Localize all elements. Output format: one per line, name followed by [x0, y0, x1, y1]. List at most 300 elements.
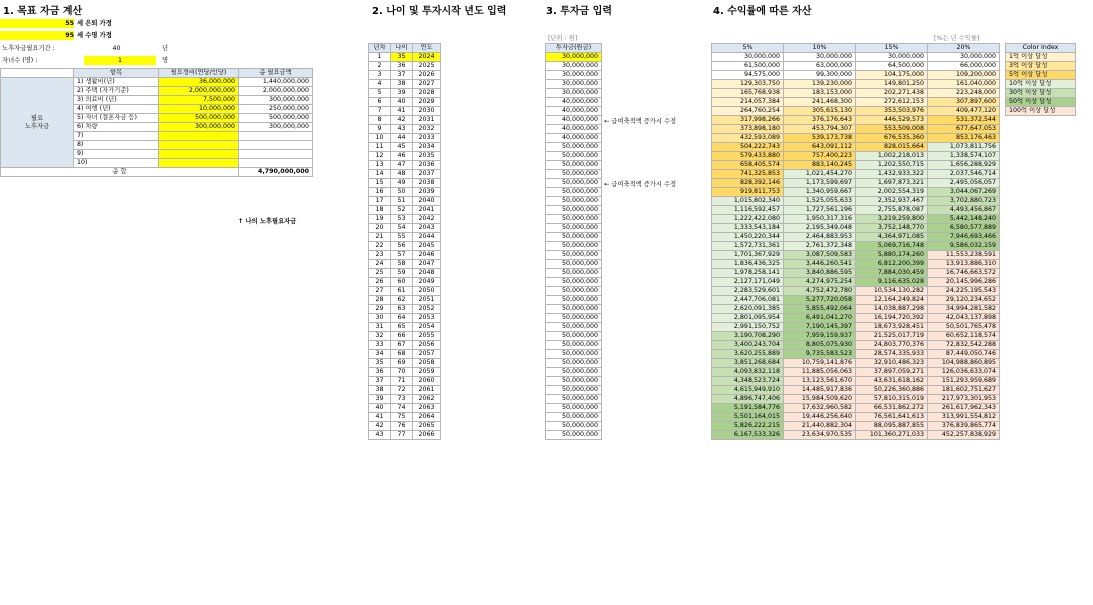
invest-row — [546, 395, 602, 404]
asset-cell: 14,038,887,298 — [856, 305, 928, 314]
asset-cell: 13,123,561,670 — [784, 377, 856, 386]
asset-cell: 2,755,878,087 — [856, 206, 928, 215]
age-header-row — [369, 44, 441, 53]
investment-cell[interactable]: 50,000,000 — [546, 323, 602, 332]
asset-cell: 1,116,592,457 — [712, 206, 784, 215]
asset-cell: 2,801,095,954 — [712, 314, 784, 323]
asset-cell: 66,531,862,272 — [856, 404, 928, 413]
year-index: 14 — [369, 170, 391, 179]
investment-cell[interactable]: 40,000,000 — [546, 98, 602, 107]
age-row — [369, 413, 441, 422]
investment-cell[interactable]: 50,000,000 — [546, 413, 602, 422]
asset-row — [712, 215, 1000, 224]
asset-cell: 305,615,130 — [784, 107, 856, 116]
year-cell: 2058 — [413, 359, 441, 368]
asset-cell: 4,093,832,118 — [712, 368, 784, 377]
asset-cell: 13,913,886,310 — [928, 260, 1000, 269]
investment-cell[interactable]: 50,000,000 — [546, 233, 602, 242]
asset-cell: 3,087,509,583 — [784, 251, 856, 260]
age-cell: 61 — [391, 287, 413, 296]
invest-row — [546, 152, 602, 161]
cost-item: 7) — [74, 132, 159, 141]
cost-input[interactable] — [159, 150, 239, 159]
year-cell: 2052 — [413, 305, 441, 314]
asset-row — [712, 71, 1000, 80]
investment-table — [545, 43, 602, 440]
age-row — [369, 422, 441, 431]
asset-cell: 676,535,360 — [856, 134, 928, 143]
asset-cell: 1,978,258,141 — [712, 269, 784, 278]
investment-cell[interactable]: 50,000,000 — [546, 341, 602, 350]
cost-input[interactable]: 7,500,000 — [159, 96, 239, 105]
legend-item: 30억 이상 달성 — [1006, 89, 1076, 98]
investment-cell[interactable]: 50,000,000 — [546, 287, 602, 296]
legend-header-row — [1006, 44, 1076, 53]
investment-cell[interactable]: 50,000,000 — [546, 314, 602, 323]
asset-cell: 76,561,641,613 — [856, 413, 928, 422]
asset-cell: 7,884,030,459 — [856, 269, 928, 278]
invest-row — [546, 242, 602, 251]
invest-row — [546, 161, 602, 170]
asset-cell: 1,432,933,322 — [856, 170, 928, 179]
investment-cell[interactable]: 30,000,000 — [546, 80, 602, 89]
age-row — [369, 260, 441, 269]
invest-row — [546, 305, 602, 314]
invest-row — [546, 206, 602, 215]
age-cell: 76 — [391, 422, 413, 431]
asset-cell: 828,392,146 — [712, 179, 784, 188]
year-cell: 2053 — [413, 314, 441, 323]
year-cell: 2032 — [413, 125, 441, 134]
invest-row — [546, 269, 602, 278]
asset-cell: 264,760,254 — [712, 107, 784, 116]
asset-cell: 5,191,584,776 — [712, 404, 784, 413]
year-cell: 2042 — [413, 215, 441, 224]
year-index: 31 — [369, 323, 391, 332]
asset-cell: 6,812,200,399 — [856, 260, 928, 269]
header-age: 나이 — [391, 44, 413, 53]
age-cell: 53 — [391, 215, 413, 224]
asset-cell: 241,468,300 — [784, 98, 856, 107]
year-cell: 2027 — [413, 80, 441, 89]
asset-cell: 3,752,148,770 — [856, 224, 928, 233]
asset-cell: 64,500,000 — [856, 62, 928, 71]
age-row — [369, 278, 441, 287]
retire-age-cell[interactable]: 55 — [0, 19, 74, 28]
header-blank — [1, 69, 74, 78]
asset-cell: 504,222,743 — [712, 143, 784, 152]
year-index: 4 — [369, 80, 391, 89]
asset-cell: 129,303,750 — [712, 80, 784, 89]
cost-input[interactable] — [159, 159, 239, 168]
investment-cell[interactable]: 30,000,000 — [546, 62, 602, 71]
cost-input[interactable] — [159, 141, 239, 150]
investment-cell[interactable]: 40,000,000 — [546, 116, 602, 125]
year-index: 33 — [369, 341, 391, 350]
age-row — [369, 134, 441, 143]
asset-cell: 20,145,996,286 — [928, 278, 1000, 287]
age-row — [369, 80, 441, 89]
asset-cell: 104,175,000 — [856, 71, 928, 80]
year-cell: 2065 — [413, 422, 441, 431]
invest-row — [546, 287, 602, 296]
asset-cell: 10,759,141,876 — [784, 359, 856, 368]
legend-item: 1억 이상 달성 — [1006, 53, 1076, 62]
asset-cell: 2,283,529,601 — [712, 287, 784, 296]
asset-cell: 1,727,561,196 — [784, 206, 856, 215]
asset-cell: 7,959,159,937 — [784, 332, 856, 341]
asset-cell: 3,400,243,704 — [712, 341, 784, 350]
age-cell: 54 — [391, 224, 413, 233]
year-index: 21 — [369, 233, 391, 242]
age-row — [369, 125, 441, 134]
investment-cell[interactable]: 50,000,000 — [546, 161, 602, 170]
asset-cell: 446,529,573 — [856, 116, 928, 125]
investment-cell[interactable]: 50,000,000 — [546, 305, 602, 314]
investment-cell[interactable]: 50,000,000 — [546, 242, 602, 251]
investment-cell[interactable]: 50,000,000 — [546, 260, 602, 269]
invest-row — [546, 296, 602, 305]
investment-cell[interactable]: 50,000,000 — [546, 224, 602, 233]
asset-row — [712, 116, 1000, 125]
asset-cell: 5,855,492,064 — [784, 305, 856, 314]
asset-cell: 853,176,463 — [928, 134, 1000, 143]
year-index: 37 — [369, 377, 391, 386]
investment-cell[interactable]: 50,000,000 — [546, 431, 602, 440]
age-row — [369, 251, 441, 260]
asset-cell: 919,811,753 — [712, 188, 784, 197]
asset-row — [712, 323, 1000, 332]
asset-cell: 643,091,112 — [784, 143, 856, 152]
year-cell: 2044 — [413, 233, 441, 242]
asset-cell: 6,580,577,889 — [928, 224, 1000, 233]
cost-item: 3) 의료비 (년) — [74, 96, 159, 105]
asset-cell: 161,040,000 — [928, 80, 1000, 89]
asset-cell: 1,015,802,340 — [712, 197, 784, 206]
header-year-index: 년차 — [369, 44, 391, 53]
header-year: 연도 — [413, 44, 441, 53]
period-value: 40 — [112, 45, 121, 52]
asset-cell: 217,973,301,953 — [928, 395, 1000, 404]
asset-row — [712, 206, 1000, 215]
legend-row — [1006, 107, 1076, 116]
asset-cell: 3,851,268,684 — [712, 359, 784, 368]
asset-row — [712, 152, 1000, 161]
asset-cell: 5,880,174,260 — [856, 251, 928, 260]
asset-cell: 1,525,055,633 — [784, 197, 856, 206]
asset-cell: 579,433,880 — [712, 152, 784, 161]
asset-cell: 1,002,218,013 — [856, 152, 928, 161]
invest-row — [546, 413, 602, 422]
year-cell: 2056 — [413, 341, 441, 350]
age-cell: 38 — [391, 80, 413, 89]
investment-cell[interactable]: 40,000,000 — [546, 125, 602, 134]
age-row — [369, 359, 441, 368]
legend-title: Color Index — [1006, 44, 1076, 53]
age-cell: 44 — [391, 134, 413, 143]
asset-cell: 149,801,250 — [856, 80, 928, 89]
age-row — [369, 161, 441, 170]
year-cell: 2061 — [413, 386, 441, 395]
section3-title: 3. 투자금 입력 — [546, 6, 613, 17]
asset-cell: 23,634,970,535 — [784, 431, 856, 440]
year-cell[interactable]: 2024 — [413, 53, 441, 62]
table-row — [1, 78, 313, 87]
investment-cell[interactable]: 50,000,000 — [546, 206, 602, 215]
asset-row — [712, 62, 1000, 71]
cost-input[interactable]: 500,000,000 — [159, 114, 239, 123]
asset-row — [712, 341, 1000, 350]
asset-cell: 101,360,271,033 — [856, 431, 928, 440]
asset-cell: 1,450,220,344 — [712, 233, 784, 242]
age-row — [369, 350, 441, 359]
investment-cell[interactable]: 50,000,000 — [546, 152, 602, 161]
cost-input[interactable]: 2,000,000,000 — [159, 87, 239, 96]
year-cell: 2064 — [413, 413, 441, 422]
asset-row — [712, 143, 1000, 152]
asset-cell: 72,832,542,288 — [928, 341, 1000, 350]
year-index: 1 — [369, 53, 391, 62]
investment-cell[interactable]: 50,000,000 — [546, 386, 602, 395]
age-cell: 37 — [391, 71, 413, 80]
asset-cell: 7,946,693,466 — [928, 233, 1000, 242]
investment-cell[interactable]: 50,000,000 — [546, 251, 602, 260]
asset-cell: 5,069,716,748 — [856, 242, 928, 251]
invest-row — [546, 260, 602, 269]
investment-cell[interactable]: 50,000,000 — [546, 170, 602, 179]
investment-cell[interactable]: 50,000,000 — [546, 143, 602, 152]
year-cell: 2051 — [413, 296, 441, 305]
cost-total: 2,000,000,000 — [239, 87, 313, 96]
investment-cell[interactable]: 30,000,000 — [546, 71, 602, 80]
header-cost: 필요경비(연당/인당) — [159, 69, 239, 78]
investment-cell[interactable]: 50,000,000 — [546, 404, 602, 413]
asset-row — [712, 359, 1000, 368]
invest-row — [546, 422, 602, 431]
asset-cell: 1,950,317,316 — [784, 215, 856, 224]
investment-cell[interactable]: 50,000,000 — [546, 179, 602, 188]
investment-cell[interactable]: 50,000,000 — [546, 359, 602, 368]
year-cell: 2030 — [413, 107, 441, 116]
age-cell: 74 — [391, 404, 413, 413]
life-age-cell[interactable]: 95 — [0, 31, 74, 40]
asset-cell: 4,348,523,724 — [712, 377, 784, 386]
asset-cell: 1,697,873,321 — [856, 179, 928, 188]
rate-unit-label: [%는 년 수익률] — [934, 35, 980, 42]
cost-input[interactable] — [159, 132, 239, 141]
investment-cell[interactable]: 50,000,000 — [546, 377, 602, 386]
asset-cell: 4,896,747,406 — [712, 395, 784, 404]
year-cell: 2047 — [413, 260, 441, 269]
age-cell: 36 — [391, 62, 413, 71]
asset-cell: 181,602,751,627 — [928, 386, 1000, 395]
asset-cell: 677,647,053 — [928, 125, 1000, 134]
asset-cell: 3,190,708,290 — [712, 332, 784, 341]
age-cell: 65 — [391, 323, 413, 332]
invest-row — [546, 107, 602, 116]
invest-row — [546, 98, 602, 107]
year-index: 29 — [369, 305, 391, 314]
age-cell: 41 — [391, 107, 413, 116]
age-cell: 66 — [391, 332, 413, 341]
header-rate: 5% — [712, 44, 784, 53]
invest-row — [546, 431, 602, 440]
asset-row — [712, 53, 1000, 62]
year-index: 10 — [369, 134, 391, 143]
investment-cell[interactable]: 30,000,000 — [546, 53, 602, 62]
cost-total: 250,000,000 — [239, 105, 313, 114]
investment-cell[interactable]: 50,000,000 — [546, 278, 602, 287]
asset-row — [712, 170, 1000, 179]
invest-row — [546, 377, 602, 386]
age-cell: 58 — [391, 260, 413, 269]
asset-cell: 376,839,865,774 — [928, 422, 1000, 431]
age-cell: 57 — [391, 251, 413, 260]
age-cell: 39 — [391, 89, 413, 98]
cost-total — [239, 159, 313, 168]
cost-total: 300,000,000 — [239, 123, 313, 132]
age-row — [369, 341, 441, 350]
asset-cell: 453,794,307 — [784, 125, 856, 134]
group-label-line1: 필요 — [30, 114, 44, 122]
asset-cell: 3,702,880,723 — [928, 197, 1000, 206]
investment-cell[interactable]: 50,000,000 — [546, 296, 602, 305]
year-cell: 2039 — [413, 188, 441, 197]
age-cell: 73 — [391, 395, 413, 404]
asset-cell: 24,803,770,376 — [856, 341, 928, 350]
asset-row — [712, 431, 1000, 440]
asset-cell: 3,620,255,889 — [712, 350, 784, 359]
investment-cell[interactable]: 40,000,000 — [546, 134, 602, 143]
year-cell: 2036 — [413, 161, 441, 170]
children-value[interactable]: 1 — [84, 56, 156, 65]
legend-row — [1006, 98, 1076, 107]
year-index: 25 — [369, 269, 391, 278]
year-cell: 2031 — [413, 116, 441, 125]
cost-item: 8) — [74, 141, 159, 150]
asset-cell: 151,293,959,689 — [928, 377, 1000, 386]
invest-row — [546, 350, 602, 359]
asset-cell: 2,195,349,048 — [784, 224, 856, 233]
asset-cell: 165,768,938 — [712, 89, 784, 98]
retirement-fund-note: ↑ 나의 노후필요자금 — [238, 218, 297, 225]
asset-cell: 553,509,008 — [856, 125, 928, 134]
period-unit: 년 — [162, 45, 169, 52]
investment-cell[interactable]: 30,000,000 — [546, 89, 602, 98]
investment-cell[interactable]: 50,000,000 — [546, 332, 602, 341]
asset-cell: 19,446,256,640 — [784, 413, 856, 422]
asset-cell: 63,000,000 — [784, 62, 856, 71]
asset-growth-table — [711, 43, 1000, 440]
age-cell[interactable]: 35 — [391, 53, 413, 62]
group-label-line2: 노후자금 — [24, 122, 50, 130]
asset-cell: 1,701,367,929 — [712, 251, 784, 260]
asset-cell: 9,116,635,028 — [856, 278, 928, 287]
invest-row — [546, 332, 602, 341]
age-row — [369, 332, 441, 341]
year-index: 6 — [369, 98, 391, 107]
asset-cell: 7,190,145,397 — [784, 323, 856, 332]
asset-row — [712, 395, 1000, 404]
asset-cell: 109,200,000 — [928, 71, 1000, 80]
age-cell: 69 — [391, 359, 413, 368]
legend-item: 3억 이상 달성 — [1006, 62, 1076, 71]
life-label: 세 수명 가정 — [77, 32, 112, 39]
investment-cell[interactable]: 50,000,000 — [546, 215, 602, 224]
year-index: 43 — [369, 431, 391, 440]
asset-cell: 94,575,000 — [712, 71, 784, 80]
cost-input[interactable]: 10,000,000 — [159, 105, 239, 114]
unit-label: [단위 : 원] — [548, 35, 578, 42]
investment-cell[interactable]: 50,000,000 — [546, 368, 602, 377]
cost-total — [239, 141, 313, 150]
investment-cell[interactable]: 50,000,000 — [546, 422, 602, 431]
year-cell: 2037 — [413, 170, 441, 179]
investment-cell[interactable]: 50,000,000 — [546, 188, 602, 197]
asset-cell: 1,021,454,270 — [784, 170, 856, 179]
cost-total — [239, 132, 313, 141]
investment-cell[interactable]: 50,000,000 — [546, 350, 602, 359]
invest-row — [546, 368, 602, 377]
cost-total: 300,000,000 — [239, 96, 313, 105]
invest-row — [546, 179, 602, 188]
asset-row — [712, 386, 1000, 395]
header-rate: 10% — [784, 44, 856, 53]
age-year-table — [368, 43, 441, 440]
legend-item: 5억 이상 달성 — [1006, 71, 1076, 80]
asset-cell: 272,612,153 — [856, 98, 928, 107]
age-cell: 77 — [391, 431, 413, 440]
asset-row — [712, 179, 1000, 188]
age-row — [369, 269, 441, 278]
asset-cell: 9,586,032,159 — [928, 242, 1000, 251]
investment-cell[interactable]: 50,000,000 — [546, 395, 602, 404]
period-label: 노후자금필요기간 : — [2, 45, 55, 52]
investment-note-1: ← 급여축적액 증가시 수정 — [604, 118, 677, 125]
age-row — [369, 305, 441, 314]
header-item: 항목 — [74, 69, 159, 78]
asset-cell: 757,400,223 — [784, 152, 856, 161]
asset-cell: 1,572,731,361 — [712, 242, 784, 251]
asset-cell: 104,988,860,895 — [928, 359, 1000, 368]
age-cell: 40 — [391, 98, 413, 107]
group-label — [1, 78, 74, 168]
asset-cell: 2,991,150,752 — [712, 323, 784, 332]
cost-input[interactable]: 36,000,000 — [159, 78, 239, 87]
year-cell: 2034 — [413, 143, 441, 152]
age-cell: 67 — [391, 341, 413, 350]
year-index: 11 — [369, 143, 391, 152]
investment-cell[interactable]: 40,000,000 — [546, 107, 602, 116]
sum-label: 총 합 — [1, 168, 239, 177]
asset-cell: 11,553,238,591 — [928, 251, 1000, 260]
asset-cell: 21,525,017,719 — [856, 332, 928, 341]
cost-input[interactable]: 300,000,000 — [159, 123, 239, 132]
year-index: 18 — [369, 206, 391, 215]
investment-cell[interactable]: 50,000,000 — [546, 197, 602, 206]
asset-cell: 883,140,245 — [784, 161, 856, 170]
year-cell: 2054 — [413, 323, 441, 332]
age-cell: 50 — [391, 188, 413, 197]
asset-cell: 1,333,543,184 — [712, 224, 784, 233]
asset-cell: 3,044,067,269 — [928, 188, 1000, 197]
asset-row — [712, 377, 1000, 386]
age-row — [369, 377, 441, 386]
year-index: 7 — [369, 107, 391, 116]
investment-cell[interactable]: 50,000,000 — [546, 269, 602, 278]
age-cell: 51 — [391, 197, 413, 206]
asset-cell: 4,752,472,780 — [784, 287, 856, 296]
